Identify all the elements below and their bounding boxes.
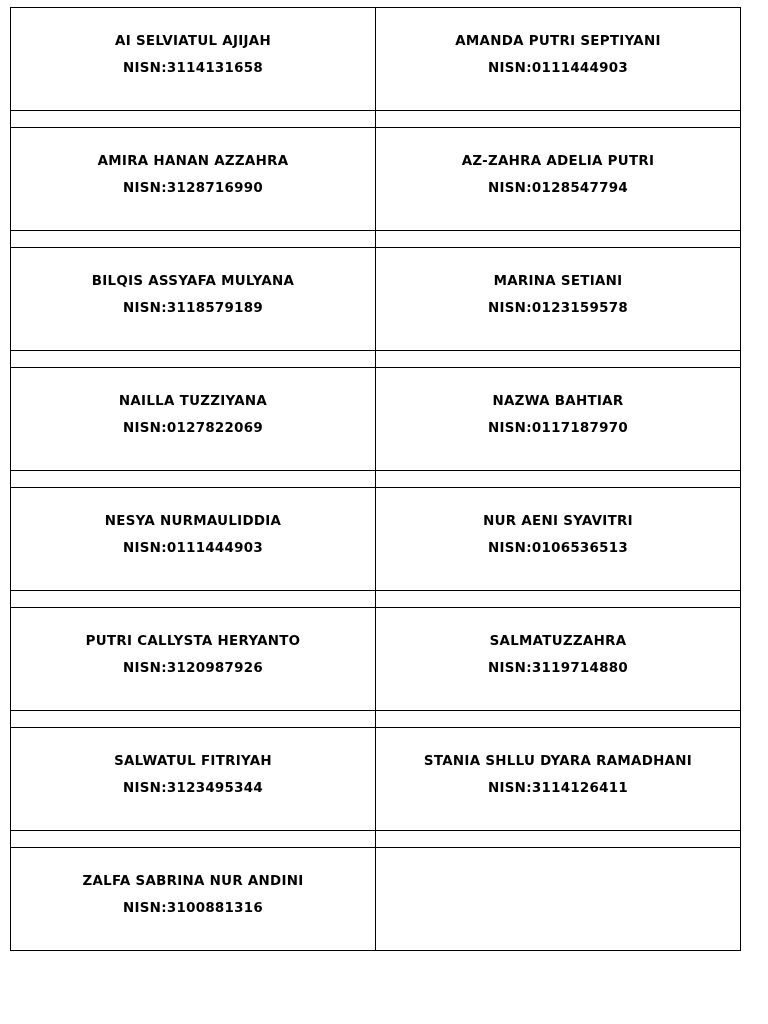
student-name: NUR AENI SYAVITRI: [483, 514, 633, 529]
student-nisn: NISN:0128547794: [487, 181, 629, 196]
name-label: [11, 608, 376, 711]
student-name: STANIA SHLLU DYARA RAMADHANI: [423, 754, 693, 769]
label-row: [11, 8, 741, 111]
student-nisn: NISN:0111444903: [122, 541, 264, 556]
student-name: SALMATUZZAHRA: [489, 634, 627, 649]
student-name: NAILLA TUZZIYANA: [118, 394, 268, 409]
spacer-row: [11, 111, 741, 128]
spacer-row: [11, 591, 741, 608]
student-nisn: NISN:3114131658: [122, 61, 264, 76]
student-nisn: NISN:0111444903: [487, 61, 629, 76]
student-nisn: NISN:3123495344: [122, 781, 264, 796]
empty-label: [376, 848, 741, 951]
student-nisn: NISN:0123159578: [487, 301, 629, 316]
name-label: [11, 8, 376, 111]
name-label: [376, 128, 741, 231]
label-row: [11, 128, 741, 231]
student-nisn: NISN:3120987926: [122, 661, 264, 676]
student-nisn: NISN:3118579189: [122, 301, 264, 316]
student-name: AMANDA PUTRI SEPTIYANI: [455, 34, 661, 49]
name-label-grid: [10, 7, 741, 951]
spacer-row: [11, 831, 741, 848]
student-name: MARINA SETIANI: [493, 274, 623, 289]
label-row: [11, 848, 741, 951]
student-name: SALWATUL FITRIYAH: [114, 754, 272, 769]
spacer-cell: [376, 111, 741, 128]
student-name: BILQIS ASSYAFA MULYANA: [91, 274, 295, 289]
spacer-cell: [376, 231, 741, 248]
label-row: [11, 608, 741, 711]
label-row: [11, 488, 741, 591]
spacer-cell: [11, 351, 376, 368]
name-label: [376, 608, 741, 711]
spacer-cell: [11, 711, 376, 728]
student-nisn: NISN:3128716990: [122, 181, 264, 196]
label-row: [11, 368, 741, 471]
spacer-cell: [11, 591, 376, 608]
spacer-cell: [376, 351, 741, 368]
label-row: [11, 728, 741, 831]
spacer-cell: [376, 471, 741, 488]
spacer-cell: [376, 831, 741, 848]
student-nisn: NISN:0117187970: [487, 421, 629, 436]
name-label: [11, 248, 376, 351]
name-label: [376, 728, 741, 831]
student-name: NAZWA BAHTIAR: [492, 394, 624, 409]
student-name: ZALFA SABRINA NUR ANDINI: [82, 874, 304, 889]
name-label: [11, 488, 376, 591]
label-row: [11, 248, 741, 351]
name-label: [376, 368, 741, 471]
name-label: [11, 368, 376, 471]
student-nisn: NISN:3114126411: [487, 781, 629, 796]
name-label: [11, 728, 376, 831]
name-label: [376, 8, 741, 111]
spacer-cell: [11, 231, 376, 248]
name-label: [376, 488, 741, 591]
student-name: AMIRA HANAN AZZAHRA: [97, 154, 289, 169]
spacer-row: [11, 711, 741, 728]
name-label: [11, 848, 376, 951]
student-nisn: NISN:0106536513: [487, 541, 629, 556]
spacer-cell: [376, 711, 741, 728]
student-nisn: NISN:3119714880: [487, 661, 629, 676]
spacer-row: [11, 351, 741, 368]
spacer-cell: [11, 831, 376, 848]
student-name: AZ-ZAHRA ADELIA PUTRI: [461, 154, 655, 169]
name-label: [11, 128, 376, 231]
spacer-row: [11, 231, 741, 248]
student-name: NESYA NURMAULIDDIA: [104, 514, 282, 529]
student-nisn: NISN:0127822069: [122, 421, 264, 436]
student-name: PUTRI CALLYSTA HERYANTO: [85, 634, 301, 649]
student-nisn: NISN:3100881316: [122, 901, 264, 916]
spacer-cell: [11, 471, 376, 488]
name-label: [376, 248, 741, 351]
student-name: AI SELVIATUL AJIJAH: [115, 34, 271, 49]
spacer-cell: [11, 111, 376, 128]
spacer-cell: [376, 591, 741, 608]
spacer-row: [11, 471, 741, 488]
